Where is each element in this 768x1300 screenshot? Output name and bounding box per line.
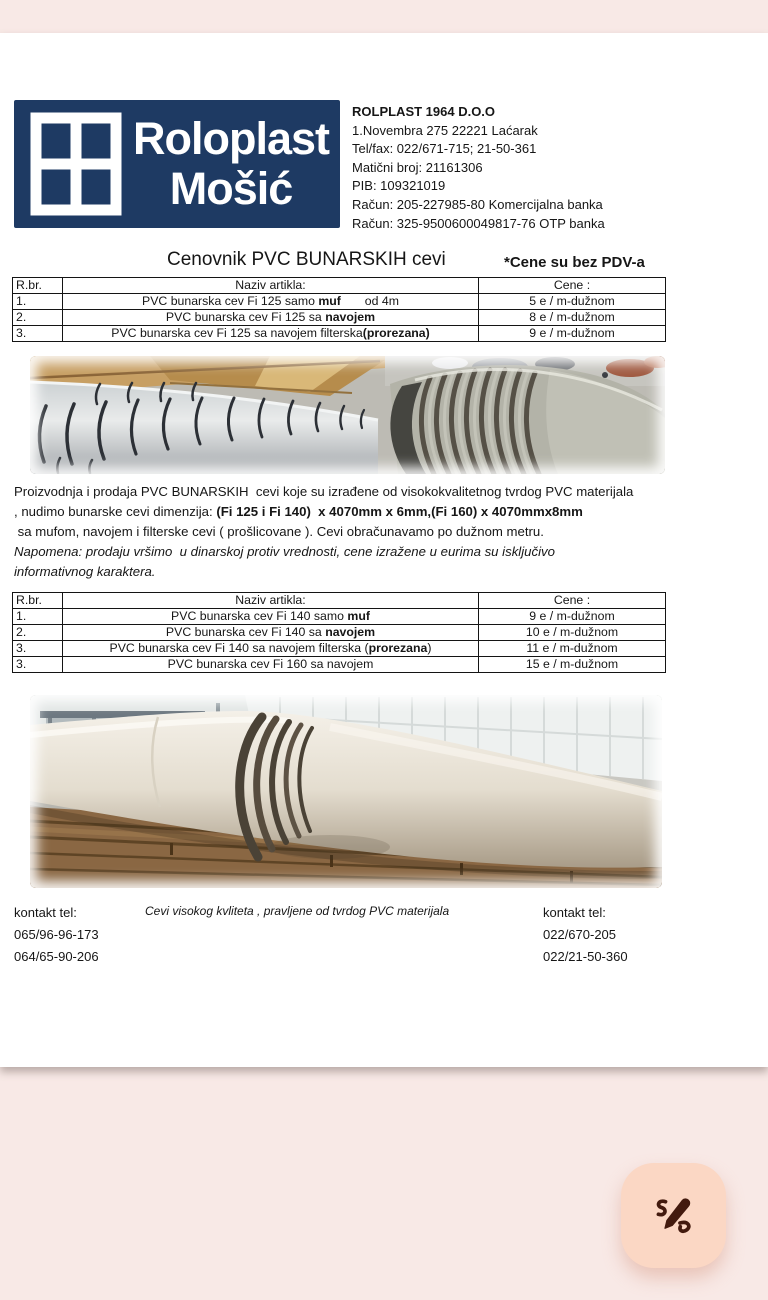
window-icon: [30, 112, 122, 216]
logo-line-2: Mošić: [169, 163, 293, 214]
article-text-post: od 4m: [340, 293, 399, 308]
header-rbr: R.br.: [13, 593, 63, 609]
header-cene: Cene :: [479, 593, 666, 609]
header-cene: Cene :: [479, 278, 666, 294]
article-text: PVC bunarska cev Fi 140 sa: [165, 624, 326, 639]
row-price: 10 e / m-dužnom: [479, 625, 666, 641]
article-text-post: ): [427, 640, 432, 655]
price-table-fi140-fi160: [12, 592, 666, 673]
row-number: 2.: [13, 310, 63, 326]
row-number: 3.: [13, 326, 63, 342]
logo-wordmark: [122, 114, 340, 214]
article-text: PVC bunarska cev Fi 160 sa navojem: [167, 656, 374, 671]
company-name: ROLPLAST 1964 D.O.O: [352, 104, 496, 119]
pvc-pipe-coupling-photo: [30, 695, 662, 888]
table-header-row: [13, 593, 666, 609]
company-pib: PIB: 109321019: [352, 178, 446, 194]
article-text: PVC bunarska cev Fi 125 sa navojem filterska: [111, 325, 363, 340]
table-row: [13, 625, 666, 641]
row-price: 15 e / m-dužnom: [479, 657, 666, 673]
row-price: 5 e / m-dužnom: [479, 294, 666, 310]
intro-line-2: [14, 502, 674, 522]
row-number: 1.: [13, 294, 63, 310]
row-price: 8 e / m-dužnom: [479, 310, 666, 326]
table-row: [13, 294, 666, 310]
company-info: [352, 103, 605, 233]
quality-note: Cevi visokog kvliteta , pravljene od tvrdog PVC materijala: [145, 904, 450, 918]
company-account-2: Račun: 325-9500600049817-76 OTP banka: [352, 215, 605, 231]
roloplast-logo: [14, 100, 340, 228]
row-number: 2.: [13, 625, 63, 641]
intro-line-1: Proizvodnja i prodaja PVC BUNARSKIH cevi koje su izrađene od visokokvalitetnog tvrdog PVC materijala: [14, 484, 634, 499]
article-text: PVC bunarska cev Fi 125 samo: [142, 293, 319, 308]
company-reg-number: Matični broj: 21161306: [352, 159, 483, 175]
filter-and-threaded-pipe-photo: [30, 356, 665, 474]
header-naziv: Naziv artikla:: [63, 593, 479, 609]
contact-left-phone-1: 065/96-96-173: [14, 927, 99, 942]
article-bold: navojem: [325, 624, 376, 639]
contact-right-phone-1: 022/670-205: [543, 927, 617, 942]
row-price: 9 e / m-dužnom: [479, 609, 666, 625]
article-bold: muf: [347, 608, 370, 623]
row-number: 3.: [13, 657, 63, 673]
row-article: [63, 641, 479, 657]
article-text: PVC bunarska cev Fi 140 samo: [171, 608, 348, 623]
contact-right: [543, 902, 628, 968]
intro-note-line-2: informativnog karaktera.: [14, 564, 156, 579]
contact-left-label: kontakt tel:: [14, 905, 77, 920]
article-bold: (prorezana): [362, 325, 430, 340]
contact-left: [14, 902, 99, 968]
row-number: 3.: [13, 641, 63, 657]
logo-line-1: Roloplast: [132, 113, 329, 164]
article-bold: navojem: [325, 309, 376, 324]
row-number: 1.: [13, 609, 63, 625]
table-row: [13, 326, 666, 342]
company-address: 1.Novembra 275 22221 Laćarak: [352, 122, 538, 138]
header-naziv: Naziv artikla:: [63, 278, 479, 294]
intro-line-3: sa mufom, navojem i filterske cevi ( prošlicovane ). Cevi obračunavamo po dužnom metru.: [14, 524, 544, 539]
company-telfax: Tel/fax: 022/671-715; 21-50-361: [352, 141, 537, 157]
table-row: [13, 609, 666, 625]
row-price: 11 e / m-dužnom: [479, 641, 666, 657]
price-table-fi125: [12, 277, 666, 342]
article-text: PVC bunarska cev Fi 125 sa: [165, 309, 326, 324]
table-row: [13, 657, 666, 673]
contact-left-phone-2: 064/65-90-206: [14, 949, 99, 964]
row-article: [63, 609, 479, 625]
price-list-title: Cenovnik PVC BUNARSKIH cevi: [167, 249, 446, 270]
vat-note: *Cene su bez PDV-a: [504, 254, 645, 271]
contact-right-phone-2: 022/21-50-360: [543, 949, 628, 964]
intro-note-line-1: Napomena: prodaju vršimo u dinarskoj protiv vrednosti, cene izražene u eurima su isključivo: [14, 544, 555, 559]
table-row: [13, 641, 666, 657]
signature-fab-button[interactable]: [621, 1163, 726, 1268]
row-article: [63, 326, 479, 342]
table-header-row: [13, 278, 666, 294]
article-bold: prorezana: [368, 640, 428, 655]
row-article: [63, 294, 479, 310]
intro-paragraph: [14, 482, 674, 582]
table-row: [13, 310, 666, 326]
company-account-1: Račun: 205-227985-80 Komercijalna banka: [352, 196, 603, 212]
row-price: 9 e / m-dužnom: [479, 326, 666, 342]
row-article: [63, 657, 479, 673]
article-bold: muf: [318, 293, 341, 308]
document-page: [0, 33, 768, 1067]
intro-dimensions: (Fi 125 i Fi 140) x 4070mm x 6mm,(Fi 160) x 4070mmx8mm: [216, 504, 583, 519]
row-article: [63, 625, 479, 641]
row-article: [63, 310, 479, 326]
article-text: PVC bunarska cev Fi 140 sa navojem filterska (: [109, 640, 369, 655]
signature-pen-icon: [648, 1190, 700, 1242]
intro-line-2-text: , nudimo bunarske cevi dimenzija:: [14, 504, 217, 519]
header-rbr: R.br.: [13, 278, 63, 294]
contact-right-label: kontakt tel:: [543, 905, 606, 920]
